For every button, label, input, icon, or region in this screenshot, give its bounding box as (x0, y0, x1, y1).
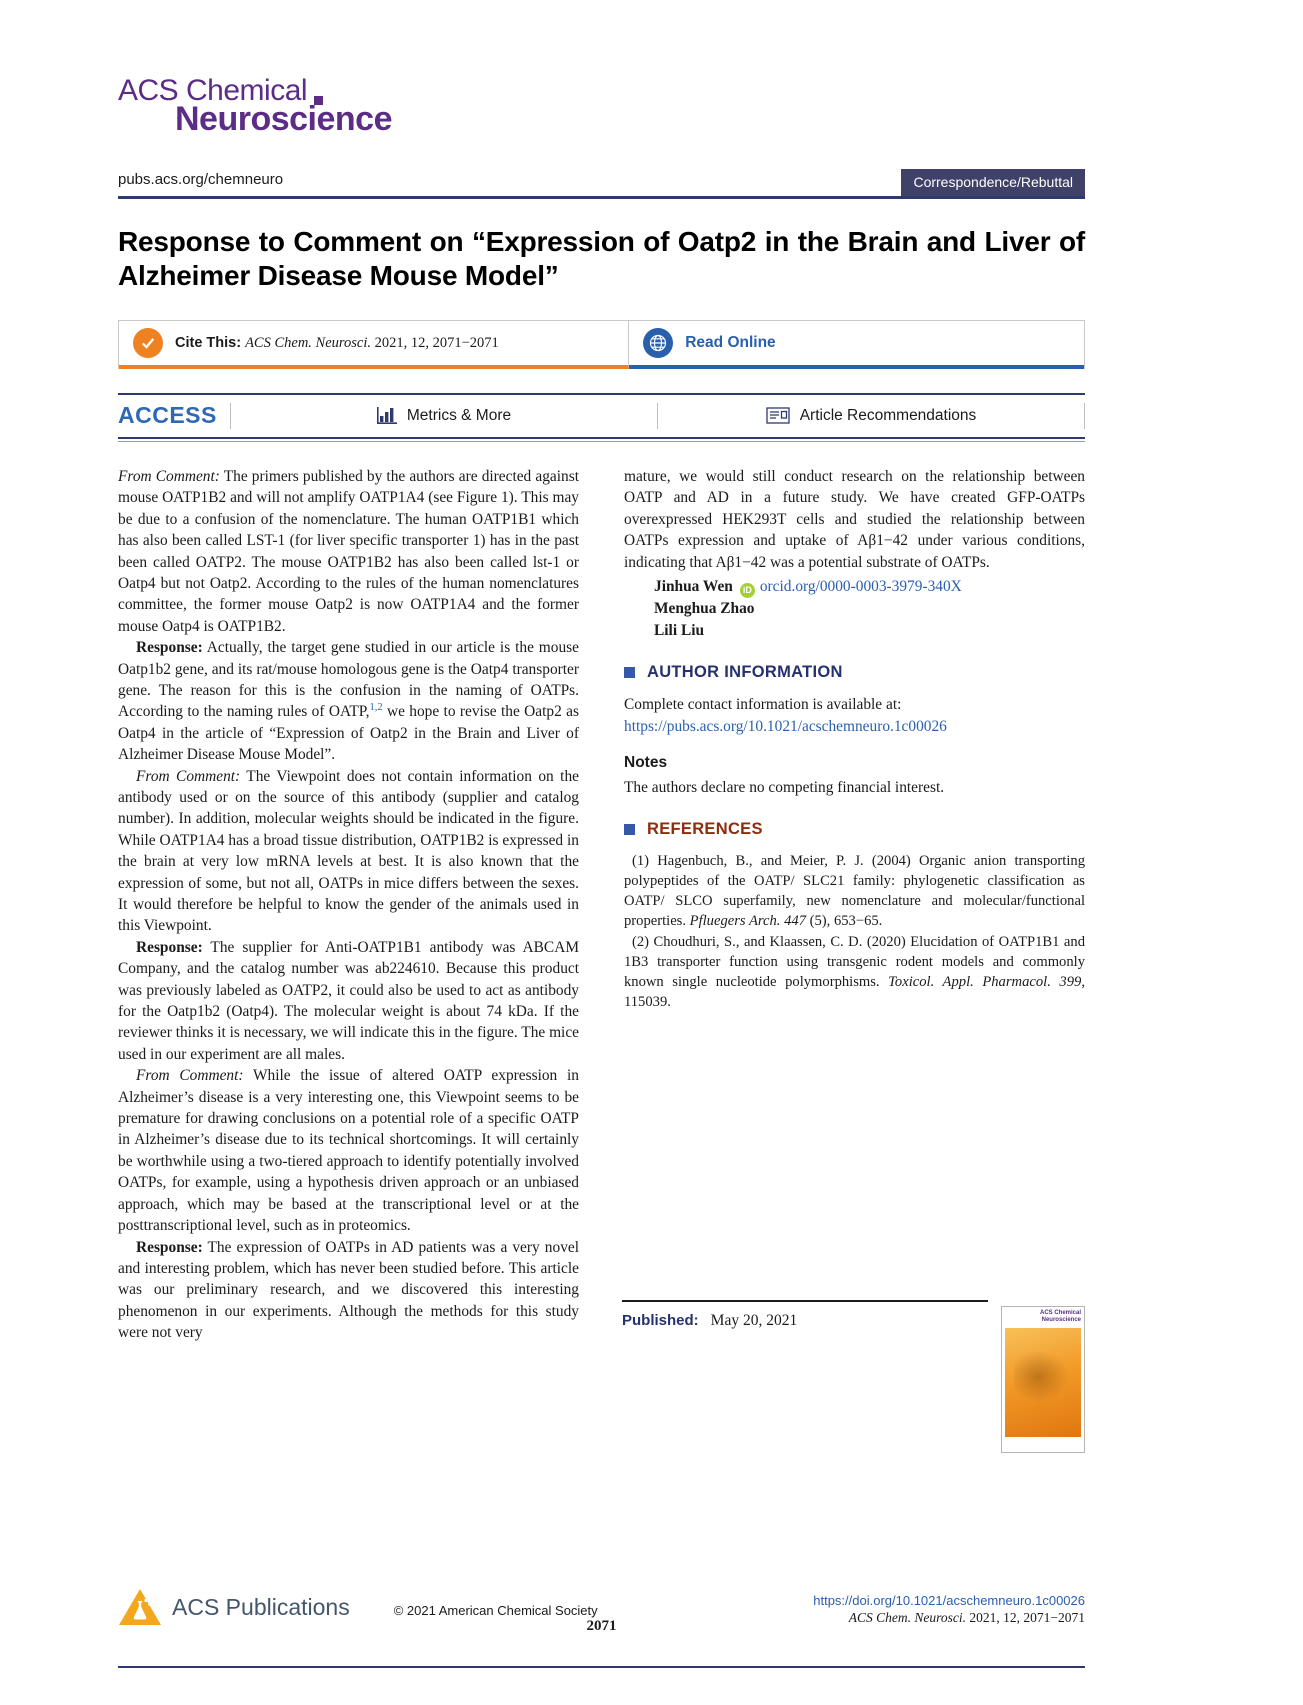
body-paragraph (118, 637, 579, 765)
journal-logo-text-bottom: Neuroscience (175, 100, 392, 138)
body-paragraph (118, 1237, 579, 1344)
response-lead: Response: (136, 1238, 203, 1256)
contact-info-text: Complete contact information is available at: (624, 696, 902, 714)
author-line (654, 576, 1085, 598)
cite-this-box[interactable] (119, 321, 629, 369)
references-heading: REFERENCES (647, 819, 763, 838)
reference-tail: , 115039. (624, 974, 1085, 1011)
cite-read-bar (118, 320, 1085, 369)
response-lead: Response: (136, 639, 203, 657)
acs-logo-triangle-icon (118, 1588, 162, 1626)
published-block (622, 1300, 1085, 1453)
access-bar (118, 393, 1085, 439)
footer-citation-block (813, 1592, 1085, 1626)
body-column-left (118, 466, 579, 1344)
section-heading-author-information (624, 662, 1085, 683)
reference-item (624, 932, 1085, 1012)
footer (118, 1588, 1085, 1634)
author-name: Jinhua Wen (654, 577, 733, 595)
footer-rule (118, 1666, 1085, 1668)
paragraph-text: The Viewpoint does not contain information on the antibody used or on the source of this antibody (supplier and catalog number). In addition, molecular weights should be indicated in the figure. While OATP1A4 has a broad tissue distribution, OATP1B2 is expressed in the brain at very low mRNA levels at best. It is also known that the expression of some, but not all, OATPs in mice differs between the sexes. It would therefore be helpful to know the gender of the animals used in this Viewpoint. (118, 767, 579, 935)
published-label: Published: (622, 1312, 699, 1329)
read-online-label: Read Online (685, 333, 776, 351)
square-bullet-icon (624, 824, 635, 835)
paragraph-text: The primers published by the authors are directed against mouse OATP1B2 and will not amplify OATP1A4 (see Figure 1). This may be due to a confusion of the nomenclature. The human OATP1B1 which has also been called LST-1 (for liver specific transporter 1) has in the past been called OATP2. The mouse OATP1B2 has also been called lst-1 or Oatp4 but not Oatp2. According to the rules of the human nomenclatures committee, the former mouse Oatp2 is now OATP1A4 and the former mouse Oatp4 is OATP1B2. (118, 467, 579, 635)
reference-item (624, 851, 1085, 931)
notes-text: The authors declare no competing financial interest. (624, 778, 945, 796)
response-lead: Response: (136, 938, 203, 956)
notes-heading: Notes (624, 754, 668, 772)
footer-citation-rest: 2021, 12, 2071−2071 (966, 1610, 1085, 1625)
divider (1084, 403, 1085, 429)
paragraph-text: we hope to revise the Oatp2 as Oatp4 in the article of “Expression of Oatp2 in the Brain and Liver of Alzheimer Disease Mouse Model”. (118, 703, 579, 764)
page-number: 2071 (586, 1618, 617, 1634)
orcid-link[interactable]: orcid.org/0000-0003-3979-340X (759, 577, 962, 595)
paragraph-text: While the issue of altered OATP expression in Alzheimer’s disease is a very interesting one, this Viewpoint seems to be premature for drawing conclusions on a potential role of a specific OATP in Alzheimer’s disease due to its technical shortcomings. It will certainly be worthwhile using a two-tiered approach to identify potentially involved OATPs, for example, using a hypothesis driven approach or an unbiased approach, which may be based at the transcriptional level or at the posttranscriptional level, such as in proteomics. (118, 1067, 579, 1235)
author-name: Lili Liu (654, 621, 705, 639)
recommendations-label: Article Recommendations (799, 406, 977, 424)
metrics-label: Metrics & More (406, 406, 512, 424)
publisher-brand-text: ACS Publications (172, 1593, 350, 1620)
reference-text: (2) Choudhuri, S., and Klaassen, C. D. (2020) Elucidation of OATP1B1 and 1B3 transporter function using transgenic rodent models and commonly known single nucleotide polymorphisms. (624, 934, 1085, 991)
body-columns (118, 466, 1085, 1344)
reference-text: (1) Hagenbuch, B., and Meier, P. J. (2004) Organic anion transporting polypeptides of the OATP/ SLC21 family: phylogenetic classification as OATP/ SLCO superfamily, new nomenclature and molecular/functional properties. (624, 853, 1085, 930)
recommendations-link[interactable] (658, 407, 1084, 425)
body-paragraph (118, 466, 579, 637)
cite-this-label: Cite This: (175, 334, 242, 351)
footer-citation-journal: ACS Chem. Neurosci. (848, 1610, 966, 1625)
orcid-icon[interactable]: iD (740, 583, 755, 598)
reference-source: Toxicol. Appl. Pharmacol. 399 (888, 974, 1082, 991)
journal-logo (118, 74, 1085, 139)
metrics-chart-icon (377, 407, 397, 424)
author-name: Menghua Zhao (654, 600, 755, 618)
contact-info-link[interactable]: https://pubs.acs.org/10.1021/acschemneuro.1c00026 (624, 717, 947, 735)
page-content (118, 0, 1085, 1344)
copyright-text: © 2021 American Chemical Society (393, 1602, 598, 1618)
journal-logo-text-top: ACS Chemical (118, 74, 308, 107)
body-paragraph (118, 937, 579, 1065)
doi-link[interactable]: https://doi.org/10.1021/acschemneuro.1c00026 (813, 1593, 1085, 1608)
citation-journal: ACS Chem. Neurosci. (245, 334, 371, 351)
body-paragraph (118, 1065, 579, 1236)
published-line (622, 1300, 988, 1330)
access-link[interactable]: ACCESS (118, 402, 217, 429)
square-bullet-icon (624, 667, 635, 678)
acs-publications-logo (118, 1588, 350, 1626)
globe-icon (643, 328, 673, 358)
paragraph-text: The expression of OATPs in AD patients was a very novel and interesting problem, which has never been studied before. This article was our preliminary research, and we discovered this interesting phenomenon in our experiments. Although the methods for this study were not very (118, 1238, 579, 1342)
paragraph-text: The supplier for Anti-OATP1B1 antibody was ABCAM Company, and the catalog number was ab224610. Because this product was previously labeled as OATP2, it could also be used to act as antibody for the Oatp1b2 (Oatp4). The molecular weight is about 74 kDa. If the reviewer thinks it is necessary, we will indicate this in the figure. The mice used in our experiment are all males. (118, 938, 579, 1063)
body-paragraph: mature, we would still conduct research on the relationship between OATP and AD in a future study. We have created GFP-OATPs overexpressed HEK293T cells and studied the relationship between OATPs expression and uptake of Aβ1−42 under various conditions, indicating that Aβ1−42 was a potential substrate of OATPs. (624, 467, 1085, 571)
cover-journal-title: ACS Chemical Neuroscience (1039, 1310, 1081, 1323)
from-comment-lead: From Comment: (136, 767, 241, 785)
paragraph-text: Actually, the target gene studied in our article is the mouse Oatp1b2 gene, and its rat/mouse homologous gene is the Oatp4 transporter gene. The reason for this is the confusion in the naming of OATPs. According to the naming rules of OATP, (118, 639, 579, 721)
journal-cover-thumbnail (1001, 1306, 1085, 1453)
cover-artwork (1005, 1328, 1081, 1437)
cover-header (1002, 1307, 1084, 1328)
published-date: May 20, 2021 (710, 1312, 798, 1329)
page-title: Response to Comment on “Expression of Oatp2 in the Brain and Liver of Alzheimer Disease Mouse Model” (118, 226, 1085, 292)
section-heading-references (624, 819, 1085, 840)
references-list (624, 851, 1085, 1012)
body-paragraph (118, 766, 579, 937)
from-comment-lead: From Comment: (118, 467, 220, 485)
author-information-heading: AUTHOR INFORMATION (647, 662, 843, 681)
recommendations-article-icon (766, 407, 790, 424)
citation-rest: 2021, 12, 2071−2071 (371, 334, 499, 351)
footer-citation (813, 1609, 1085, 1626)
reference-tail: (5), 653−65. (806, 913, 883, 930)
reference-source: Pfluegers Arch. 447 (689, 913, 806, 930)
authors-block (654, 576, 1085, 641)
reference-superscript[interactable]: 1,2 (369, 702, 383, 714)
body-column-right (624, 466, 1085, 1344)
cover-footer (1002, 1437, 1084, 1452)
header-bar (118, 169, 1085, 199)
cite-check-icon (133, 328, 163, 358)
read-online-box[interactable] (629, 321, 1084, 369)
metrics-link[interactable] (231, 407, 657, 425)
article-type-badge: Correspondence/Rebuttal (901, 169, 1085, 196)
from-comment-lead: From Comment: (136, 1067, 244, 1085)
journal-site-link[interactable]: pubs.acs.org/chemneuro (118, 171, 284, 188)
